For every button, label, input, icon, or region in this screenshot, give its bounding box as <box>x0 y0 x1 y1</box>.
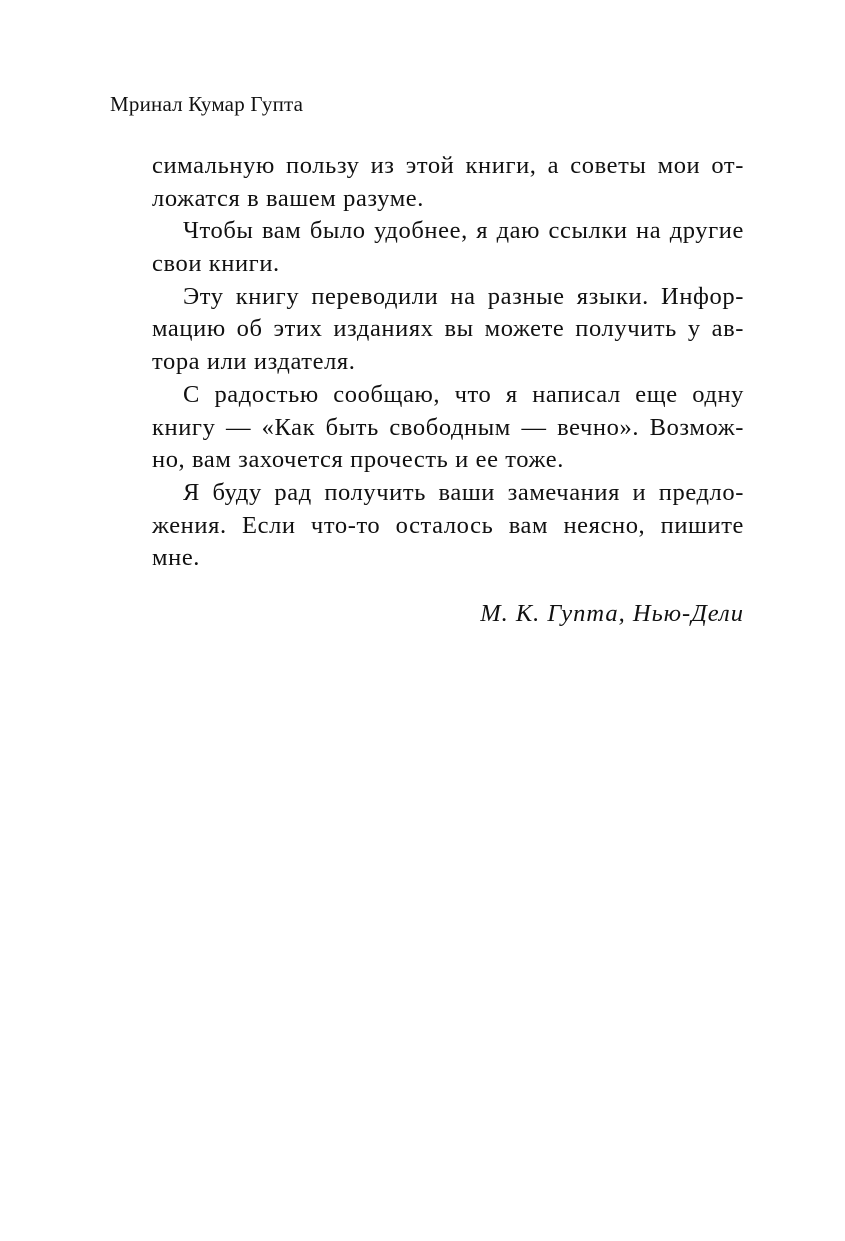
text-line: мне. <box>152 544 201 572</box>
text-line: но, вам захочется прочесть и ее тоже. <box>152 446 564 474</box>
text-line: ложатся в вашем разуме. <box>152 184 425 212</box>
text-line: симальную пользу из этой книги, а советы мои от- <box>152 152 744 179</box>
body-text <box>152 150 744 575</box>
author-signature: М. К. Гупта, Нью-Дели <box>480 600 744 627</box>
running-head: Мринал Кумар Гупта <box>110 92 304 116</box>
paragraph-first-line: С радостью сообщаю, что я написал еще одну <box>183 380 744 408</box>
paragraph-first-line: Чтобы вам было удобнее, я даю ссылки на другие <box>183 217 744 245</box>
text-line: книгу — «Как быть свободным — вечно». Возмож- <box>152 413 744 441</box>
text-line: тора или издателя. <box>152 348 356 376</box>
text-line: свои книги. <box>152 250 280 278</box>
text-line: мацию об этих изданиях вы можете получить у ав- <box>152 315 744 343</box>
paragraph-first-line: Я буду рад получить ваши замечания и предло- <box>183 478 744 506</box>
paragraph-first-line: Эту книгу переводили на разные языки. Инфор- <box>183 282 744 310</box>
text-line: жения. Если что-то осталось вам неясно, пишите <box>152 511 744 539</box>
